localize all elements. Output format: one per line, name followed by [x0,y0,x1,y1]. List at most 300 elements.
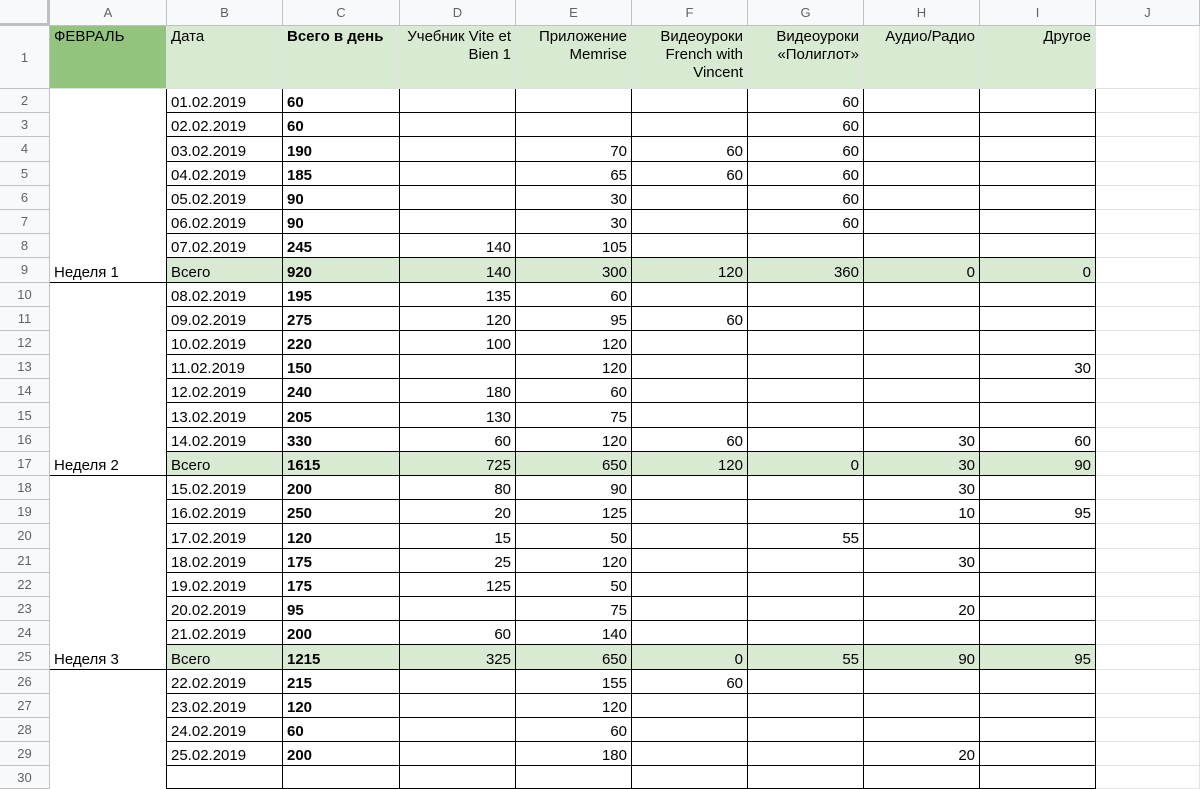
data-textbook-cell[interactable]: 20 [400,500,516,524]
data-polyglot-cell[interactable] [748,549,864,573]
data-total-cell[interactable]: 200 [283,742,400,766]
row-header-19[interactable]: 19 [0,500,50,524]
row-header-13[interactable]: 13 [0,355,50,379]
data-total-cell[interactable]: 330 [283,428,400,452]
row-header-9[interactable]: 9 [0,258,50,282]
data-date-cell[interactable]: 16.02.2019 [167,500,283,524]
data-app-cell[interactable]: 60 [516,718,632,742]
empty-cell[interactable] [1096,234,1200,258]
data-date-cell[interactable]: 04.02.2019 [167,162,283,186]
app-header-cell[interactable]: Приложение Memrise [516,26,632,89]
data-other-cell[interactable] [980,234,1096,258]
data-polyglot-cell[interactable] [748,234,864,258]
data-textbook-cell[interactable]: 60 [400,428,516,452]
data-textbook-cell[interactable] [400,766,516,789]
column-header-j[interactable]: J [1096,0,1200,26]
data-app-cell[interactable]: 105 [516,234,632,258]
data-french-cell[interactable] [632,742,748,766]
data-other-cell[interactable] [980,621,1096,645]
empty-cell[interactable] [1096,186,1200,210]
data-textbook-cell[interactable] [400,89,516,113]
data-total-cell[interactable]: 95 [283,597,400,621]
empty-cell[interactable] [1096,500,1200,524]
summary-date-cell[interactable]: Всего [167,452,283,476]
data-polyglot-cell[interactable] [748,355,864,379]
summary-polyglot-cell[interactable]: 55 [748,645,864,669]
summary-textbook-cell[interactable]: 325 [400,645,516,669]
data-date-cell[interactable]: 19.02.2019 [167,573,283,597]
audio-header-cell[interactable]: Аудио/Радио [864,26,980,89]
empty-cell[interactable] [1096,549,1200,573]
data-textbook-cell[interactable] [400,186,516,210]
data-french-cell[interactable] [632,403,748,427]
empty-cell[interactable] [1096,137,1200,161]
data-app-cell[interactable]: 30 [516,186,632,210]
data-textbook-cell[interactable] [400,113,516,137]
data-audio-cell[interactable] [864,621,980,645]
data-polyglot-cell[interactable] [748,742,864,766]
row-header-3[interactable]: 3 [0,113,50,137]
data-total-cell[interactable]: 90 [283,210,400,234]
data-french-cell[interactable] [632,283,748,307]
data-french-cell[interactable] [632,621,748,645]
empty-cell[interactable] [1096,476,1200,500]
summary-french-cell[interactable]: 0 [632,645,748,669]
data-polyglot-cell[interactable] [748,428,864,452]
data-polyglot-cell[interactable]: 60 [748,113,864,137]
data-other-cell[interactable] [980,403,1096,427]
summary-date-cell[interactable]: Всего [167,258,283,282]
data-app-cell[interactable] [516,113,632,137]
data-other-cell[interactable] [980,283,1096,307]
data-app-cell[interactable]: 50 [516,524,632,548]
data-french-cell[interactable] [632,331,748,355]
data-textbook-cell[interactable] [400,162,516,186]
row-header-16[interactable]: 16 [0,428,50,452]
data-textbook-cell[interactable]: 180 [400,379,516,403]
empty-cell[interactable] [1096,210,1200,234]
summary-other-cell[interactable]: 95 [980,645,1096,669]
column-header-f[interactable]: F [632,0,748,26]
data-polyglot-cell[interactable] [748,694,864,718]
data-app-cell[interactable]: 75 [516,403,632,427]
summary-total-cell[interactable]: 1215 [283,645,400,669]
data-other-cell[interactable] [980,113,1096,137]
data-audio-cell[interactable] [864,283,980,307]
data-app-cell[interactable]: 120 [516,694,632,718]
data-date-cell[interactable]: 17.02.2019 [167,524,283,548]
row-header-2[interactable]: 2 [0,89,50,113]
data-app-cell[interactable]: 125 [516,500,632,524]
data-audio-cell[interactable]: 30 [864,549,980,573]
summary-app-cell[interactable]: 300 [516,258,632,282]
data-polyglot-cell[interactable] [748,331,864,355]
data-date-cell[interactable]: 18.02.2019 [167,549,283,573]
data-app-cell[interactable]: 70 [516,137,632,161]
data-other-cell[interactable] [980,766,1096,789]
data-total-cell[interactable]: 275 [283,307,400,331]
data-french-cell[interactable] [632,573,748,597]
data-total-cell[interactable]: 150 [283,355,400,379]
data-audio-cell[interactable] [864,524,980,548]
summary-app-cell[interactable]: 650 [516,645,632,669]
data-other-cell[interactable] [980,186,1096,210]
data-other-cell[interactable] [980,694,1096,718]
row-header-29[interactable]: 29 [0,742,50,766]
data-app-cell[interactable]: 180 [516,742,632,766]
empty-cell[interactable] [1096,379,1200,403]
data-other-cell[interactable] [980,597,1096,621]
video-french-header-cell[interactable]: Видеоуроки French with Vincent [632,26,748,89]
data-french-cell[interactable] [632,476,748,500]
data-french-cell[interactable] [632,500,748,524]
data-other-cell[interactable] [980,210,1096,234]
data-app-cell[interactable]: 75 [516,597,632,621]
data-app-cell[interactable]: 120 [516,428,632,452]
data-textbook-cell[interactable]: 80 [400,476,516,500]
data-textbook-cell[interactable] [400,137,516,161]
row-header-23[interactable]: 23 [0,597,50,621]
data-textbook-cell[interactable]: 135 [400,283,516,307]
row-header-6[interactable]: 6 [0,186,50,210]
data-french-cell[interactable] [632,549,748,573]
data-date-cell[interactable]: 06.02.2019 [167,210,283,234]
data-total-cell[interactable]: 240 [283,379,400,403]
data-total-cell[interactable]: 220 [283,331,400,355]
data-date-cell[interactable]: 02.02.2019 [167,113,283,137]
empty-cell[interactable] [1096,742,1200,766]
row-header-15[interactable]: 15 [0,403,50,427]
empty-cell[interactable] [1096,694,1200,718]
data-audio-cell[interactable] [864,670,980,694]
data-total-cell[interactable]: 205 [283,403,400,427]
data-polyglot-cell[interactable]: 55 [748,524,864,548]
summary-polyglot-cell[interactable]: 0 [748,452,864,476]
data-audio-cell[interactable]: 20 [864,742,980,766]
data-date-cell[interactable]: 22.02.2019 [167,670,283,694]
empty-cell[interactable] [1096,162,1200,186]
data-app-cell[interactable]: 95 [516,307,632,331]
data-app-cell[interactable]: 50 [516,573,632,597]
column-header-g[interactable]: G [748,0,864,26]
summary-total-cell[interactable]: 920 [283,258,400,282]
data-textbook-cell[interactable] [400,355,516,379]
summary-audio-cell[interactable]: 90 [864,645,980,669]
data-app-cell[interactable]: 65 [516,162,632,186]
data-french-cell[interactable] [632,186,748,210]
data-textbook-cell[interactable] [400,210,516,234]
row-header-24[interactable]: 24 [0,621,50,645]
data-app-cell[interactable]: 120 [516,549,632,573]
data-app-cell[interactable]: 30 [516,210,632,234]
week-4-cell[interactable] [50,670,167,789]
data-french-cell[interactable] [632,355,748,379]
date-header-cell[interactable]: Дата [167,26,283,89]
row-header-17[interactable]: 17 [0,452,50,476]
data-textbook-cell[interactable]: 25 [400,549,516,573]
summary-other-cell[interactable]: 90 [980,452,1096,476]
data-total-cell[interactable] [283,766,400,789]
data-polyglot-cell[interactable] [748,670,864,694]
summary-textbook-cell[interactable]: 725 [400,452,516,476]
row-header-5[interactable]: 5 [0,162,50,186]
data-french-cell[interactable] [632,89,748,113]
data-total-cell[interactable]: 60 [283,718,400,742]
data-polyglot-cell[interactable]: 60 [748,186,864,210]
data-audio-cell[interactable] [864,186,980,210]
data-other-cell[interactable]: 60 [980,428,1096,452]
data-date-cell[interactable]: 03.02.2019 [167,137,283,161]
empty-cell[interactable] [1096,621,1200,645]
column-header-e[interactable]: E [516,0,632,26]
data-audio-cell[interactable] [864,137,980,161]
summary-date-cell[interactable]: Всего [167,645,283,669]
data-french-cell[interactable] [632,234,748,258]
data-other-cell[interactable] [980,89,1096,113]
data-other-cell[interactable] [980,524,1096,548]
data-total-cell[interactable]: 60 [283,89,400,113]
data-audio-cell[interactable] [864,766,980,789]
row-header-8[interactable]: 8 [0,234,50,258]
data-textbook-cell[interactable] [400,597,516,621]
data-other-cell[interactable] [980,137,1096,161]
data-date-cell[interactable]: 20.02.2019 [167,597,283,621]
data-textbook-cell[interactable]: 60 [400,621,516,645]
data-audio-cell[interactable]: 30 [864,476,980,500]
data-polyglot-cell[interactable] [748,403,864,427]
data-other-cell[interactable] [980,549,1096,573]
data-textbook-cell[interactable] [400,670,516,694]
empty-cell[interactable] [1096,258,1200,282]
row-header-20[interactable]: 20 [0,524,50,548]
data-audio-cell[interactable] [864,403,980,427]
summary-audio-cell[interactable]: 30 [864,452,980,476]
data-audio-cell[interactable]: 10 [864,500,980,524]
data-total-cell[interactable]: 175 [283,573,400,597]
data-audio-cell[interactable] [864,331,980,355]
row-header-18[interactable]: 18 [0,476,50,500]
summary-textbook-cell[interactable]: 140 [400,258,516,282]
data-date-cell[interactable]: 11.02.2019 [167,355,283,379]
data-date-cell[interactable]: 24.02.2019 [167,718,283,742]
row-header-28[interactable]: 28 [0,718,50,742]
row-header-25[interactable]: 25 [0,645,50,669]
data-polyglot-cell[interactable] [748,766,864,789]
column-header-b[interactable]: B [167,0,283,26]
column-header-h[interactable]: H [864,0,980,26]
data-date-cell[interactable]: 25.02.2019 [167,742,283,766]
empty-cell[interactable] [1096,283,1200,307]
data-total-cell[interactable]: 190 [283,137,400,161]
data-polyglot-cell[interactable]: 60 [748,137,864,161]
data-date-cell[interactable]: 09.02.2019 [167,307,283,331]
data-polyglot-cell[interactable]: 60 [748,162,864,186]
empty-cell[interactable] [1096,403,1200,427]
data-total-cell[interactable]: 120 [283,694,400,718]
data-french-cell[interactable] [632,597,748,621]
data-date-cell[interactable]: 08.02.2019 [167,283,283,307]
data-polyglot-cell[interactable] [748,476,864,500]
row-header-22[interactable]: 22 [0,573,50,597]
data-textbook-cell[interactable] [400,694,516,718]
empty-cell[interactable] [1096,452,1200,476]
data-other-cell[interactable] [980,379,1096,403]
data-total-cell[interactable]: 90 [283,186,400,210]
data-textbook-cell[interactable]: 100 [400,331,516,355]
week-2-cell[interactable]: Неделя 2 [50,283,167,477]
data-date-cell[interactable]: 21.02.2019 [167,621,283,645]
empty-cell[interactable] [1096,766,1200,789]
data-audio-cell[interactable] [864,718,980,742]
data-total-cell[interactable]: 120 [283,524,400,548]
data-audio-cell[interactable] [864,162,980,186]
data-french-cell[interactable] [632,524,748,548]
data-other-cell[interactable] [980,331,1096,355]
row-header-1[interactable]: 1 [0,26,50,89]
summary-audio-cell[interactable]: 0 [864,258,980,282]
data-french-cell[interactable] [632,766,748,789]
row-header-12[interactable]: 12 [0,331,50,355]
data-textbook-cell[interactable]: 120 [400,307,516,331]
summary-french-cell[interactable]: 120 [632,452,748,476]
data-app-cell[interactable] [516,766,632,789]
data-polyglot-cell[interactable] [748,283,864,307]
data-french-cell[interactable] [632,694,748,718]
data-french-cell[interactable] [632,210,748,234]
data-date-cell[interactable]: 14.02.2019 [167,428,283,452]
data-polyglot-cell[interactable]: 60 [748,89,864,113]
data-date-cell[interactable]: 05.02.2019 [167,186,283,210]
data-textbook-cell[interactable]: 140 [400,234,516,258]
data-textbook-cell[interactable] [400,718,516,742]
data-polyglot-cell[interactable] [748,573,864,597]
data-audio-cell[interactable] [864,379,980,403]
total-per-day-header-cell[interactable]: Всего в день [283,26,400,89]
summary-polyglot-cell[interactable]: 360 [748,258,864,282]
data-app-cell[interactable]: 140 [516,621,632,645]
data-other-cell[interactable] [980,307,1096,331]
data-polyglot-cell[interactable] [748,307,864,331]
empty-cell[interactable] [1096,307,1200,331]
data-other-cell[interactable] [980,742,1096,766]
data-french-cell[interactable]: 60 [632,670,748,694]
data-app-cell[interactable]: 60 [516,283,632,307]
data-french-cell[interactable] [632,379,748,403]
data-audio-cell[interactable] [864,307,980,331]
row-header-14[interactable]: 14 [0,379,50,403]
empty-cell[interactable] [1096,26,1200,89]
data-textbook-cell[interactable]: 130 [400,403,516,427]
data-french-cell[interactable]: 60 [632,428,748,452]
empty-cell[interactable] [1096,331,1200,355]
data-total-cell[interactable]: 60 [283,113,400,137]
data-date-cell[interactable]: 01.02.2019 [167,89,283,113]
column-header-c[interactable]: C [283,0,400,26]
empty-cell[interactable] [1096,113,1200,137]
data-total-cell[interactable]: 250 [283,500,400,524]
video-polyglot-header-cell[interactable]: Видеоуроки «Полиглот» [748,26,864,89]
row-header-10[interactable]: 10 [0,283,50,307]
data-total-cell[interactable]: 245 [283,234,400,258]
data-audio-cell[interactable]: 20 [864,597,980,621]
row-header-11[interactable]: 11 [0,307,50,331]
data-other-cell[interactable] [980,476,1096,500]
data-other-cell[interactable] [980,670,1096,694]
data-app-cell[interactable]: 90 [516,476,632,500]
data-audio-cell[interactable] [864,113,980,137]
data-polyglot-cell[interactable] [748,597,864,621]
data-other-cell[interactable] [980,718,1096,742]
data-other-cell[interactable]: 95 [980,500,1096,524]
data-date-cell[interactable] [167,766,283,789]
data-date-cell[interactable]: 15.02.2019 [167,476,283,500]
empty-cell[interactable] [1096,524,1200,548]
data-audio-cell[interactable] [864,210,980,234]
row-header-21[interactable]: 21 [0,549,50,573]
data-total-cell[interactable]: 195 [283,283,400,307]
data-french-cell[interactable]: 60 [632,307,748,331]
data-textbook-cell[interactable]: 15 [400,524,516,548]
data-textbook-cell[interactable]: 125 [400,573,516,597]
summary-other-cell[interactable]: 0 [980,258,1096,282]
row-header-7[interactable]: 7 [0,210,50,234]
row-header-26[interactable]: 26 [0,670,50,694]
data-date-cell[interactable]: 07.02.2019 [167,234,283,258]
month-header-cell[interactable]: ФЕВРАЛЬ [50,26,167,89]
data-french-cell[interactable] [632,113,748,137]
data-audio-cell[interactable] [864,694,980,718]
select-all-corner[interactable] [0,0,50,26]
data-french-cell[interactable]: 60 [632,162,748,186]
data-french-cell[interactable]: 60 [632,137,748,161]
other-header-cell[interactable]: Другое [980,26,1096,89]
empty-cell[interactable] [1096,573,1200,597]
data-other-cell[interactable] [980,162,1096,186]
data-polyglot-cell[interactable] [748,379,864,403]
data-other-cell[interactable] [980,573,1096,597]
empty-cell[interactable] [1096,428,1200,452]
data-audio-cell[interactable] [864,573,980,597]
data-audio-cell[interactable] [864,234,980,258]
data-polyglot-cell[interactable] [748,621,864,645]
summary-app-cell[interactable]: 650 [516,452,632,476]
data-total-cell[interactable]: 185 [283,162,400,186]
empty-cell[interactable] [1096,597,1200,621]
data-app-cell[interactable] [516,89,632,113]
row-header-4[interactable]: 4 [0,137,50,161]
empty-cell[interactable] [1096,718,1200,742]
row-header-27[interactable]: 27 [0,694,50,718]
data-audio-cell[interactable] [864,89,980,113]
empty-cell[interactable] [1096,670,1200,694]
data-date-cell[interactable]: 10.02.2019 [167,331,283,355]
data-app-cell[interactable]: 120 [516,355,632,379]
empty-cell[interactable] [1096,355,1200,379]
summary-french-cell[interactable]: 120 [632,258,748,282]
week-3-cell[interactable]: Неделя 3 [50,476,167,670]
week-1-cell[interactable]: Неделя 1 [50,89,167,283]
data-total-cell[interactable]: 215 [283,670,400,694]
empty-cell[interactable] [1096,89,1200,113]
data-date-cell[interactable]: 12.02.2019 [167,379,283,403]
data-date-cell[interactable]: 23.02.2019 [167,694,283,718]
data-app-cell[interactable]: 155 [516,670,632,694]
column-header-d[interactable]: D [400,0,516,26]
data-french-cell[interactable] [632,718,748,742]
data-total-cell[interactable]: 175 [283,549,400,573]
column-header-a[interactable]: A [50,0,167,26]
row-header-30[interactable]: 30 [0,766,50,789]
